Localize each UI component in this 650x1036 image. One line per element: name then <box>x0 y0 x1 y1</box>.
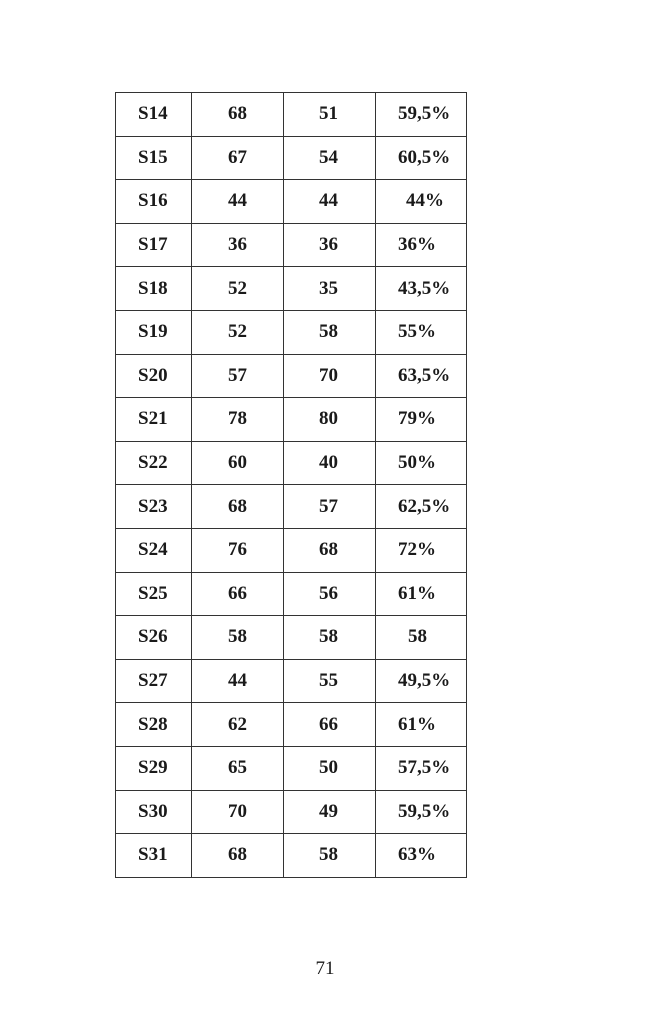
score-b-cell: 50 <box>284 746 376 790</box>
score-b-cell: 80 <box>284 398 376 442</box>
score-b-cell: 66 <box>284 703 376 747</box>
percentage-cell: 36% <box>376 223 467 267</box>
table-row <box>116 223 467 267</box>
score-a-cell: 36 <box>192 223 284 267</box>
percentage-cell: 62,5% <box>376 485 467 529</box>
table-row <box>116 93 467 137</box>
student-id-cell: S22 <box>116 441 192 485</box>
student-id-cell: S16 <box>116 180 192 224</box>
table-row <box>116 616 467 660</box>
percentage-cell: 57,5% <box>376 746 467 790</box>
score-a-cell: 57 <box>192 354 284 398</box>
score-a-cell: 70 <box>192 790 284 834</box>
score-a-cell: 52 <box>192 310 284 354</box>
percentage-cell: 72% <box>376 528 467 572</box>
score-a-cell: 44 <box>192 180 284 224</box>
student-id-cell: S14 <box>116 93 192 137</box>
percentage-cell: 61% <box>376 572 467 616</box>
table-row <box>116 354 467 398</box>
student-id-cell: S23 <box>116 485 192 529</box>
score-b-cell: 57 <box>284 485 376 529</box>
score-b-cell: 44 <box>284 180 376 224</box>
student-id-cell: S25 <box>116 572 192 616</box>
score-a-cell: 68 <box>192 93 284 137</box>
score-b-cell: 58 <box>284 834 376 878</box>
percentage-cell: 55% <box>376 310 467 354</box>
table-row <box>116 834 467 878</box>
score-a-cell: 62 <box>192 703 284 747</box>
score-b-cell: 54 <box>284 136 376 180</box>
score-b-cell: 51 <box>284 93 376 137</box>
table-row <box>116 267 467 311</box>
score-b-cell: 36 <box>284 223 376 267</box>
student-id-cell: S19 <box>116 310 192 354</box>
percentage-cell: 60,5% <box>376 136 467 180</box>
table-row <box>116 659 467 703</box>
score-table-body <box>116 93 467 878</box>
score-b-cell: 40 <box>284 441 376 485</box>
student-id-cell: S18 <box>116 267 192 311</box>
score-a-cell: 44 <box>192 659 284 703</box>
student-id-cell: S29 <box>116 746 192 790</box>
score-a-cell: 68 <box>192 485 284 529</box>
score-a-cell: 60 <box>192 441 284 485</box>
percentage-cell: 61% <box>376 703 467 747</box>
score-b-cell: 35 <box>284 267 376 311</box>
student-id-cell: S31 <box>116 834 192 878</box>
score-a-cell: 76 <box>192 528 284 572</box>
score-b-cell: 55 <box>284 659 376 703</box>
student-id-cell: S24 <box>116 528 192 572</box>
student-id-cell: S28 <box>116 703 192 747</box>
table-row <box>116 790 467 834</box>
student-id-cell: S27 <box>116 659 192 703</box>
score-a-cell: 78 <box>192 398 284 442</box>
percentage-cell: 63,5% <box>376 354 467 398</box>
percentage-cell: 79% <box>376 398 467 442</box>
score-a-cell: 67 <box>192 136 284 180</box>
score-a-cell: 65 <box>192 746 284 790</box>
score-b-cell: 58 <box>284 310 376 354</box>
score-a-cell: 68 <box>192 834 284 878</box>
percentage-cell: 49,5% <box>376 659 467 703</box>
student-id-cell: S26 <box>116 616 192 660</box>
percentage-cell: 63% <box>376 834 467 878</box>
student-id-cell: S21 <box>116 398 192 442</box>
student-id-cell: S15 <box>116 136 192 180</box>
score-b-cell: 49 <box>284 790 376 834</box>
page-number: 71 <box>315 958 335 979</box>
percentage-cell: 58 <box>376 616 467 660</box>
percentage-cell: 44% <box>376 180 467 224</box>
score-table <box>115 92 467 878</box>
percentage-cell: 59,5% <box>376 790 467 834</box>
score-b-cell: 56 <box>284 572 376 616</box>
table-row <box>116 398 467 442</box>
score-b-cell: 68 <box>284 528 376 572</box>
score-a-cell: 66 <box>192 572 284 616</box>
percentage-cell: 59,5% <box>376 93 467 137</box>
percentage-cell: 50% <box>376 441 467 485</box>
score-b-cell: 70 <box>284 354 376 398</box>
student-id-cell: S20 <box>116 354 192 398</box>
table-row <box>116 703 467 747</box>
table-row <box>116 572 467 616</box>
table-row <box>116 310 467 354</box>
table-row <box>116 746 467 790</box>
table-row <box>116 528 467 572</box>
student-id-cell: S30 <box>116 790 192 834</box>
student-id-cell: S17 <box>116 223 192 267</box>
score-a-cell: 58 <box>192 616 284 660</box>
table-row <box>116 180 467 224</box>
table-row <box>116 441 467 485</box>
table-row <box>116 136 467 180</box>
table-row <box>116 485 467 529</box>
percentage-cell: 43,5% <box>376 267 467 311</box>
score-a-cell: 52 <box>192 267 284 311</box>
score-b-cell: 58 <box>284 616 376 660</box>
